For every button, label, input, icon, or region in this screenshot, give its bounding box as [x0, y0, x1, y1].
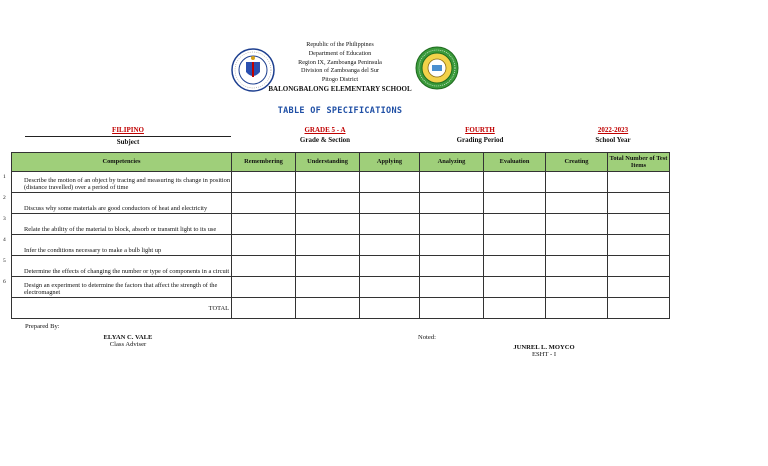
header-line-3: Region IX, Zamboanga Peninsula	[298, 58, 382, 66]
row-number: 1	[3, 174, 6, 180]
table-row	[12, 256, 670, 277]
preparer-name: ELYAN C. VALE	[103, 334, 153, 341]
document-title: TABLE OF SPECIFICATIONS	[277, 106, 403, 116]
table-cell[interactable]	[420, 235, 484, 256]
subject-value: FILIPINO	[112, 126, 144, 134]
row-number: 2	[3, 195, 6, 201]
table-cell[interactable]	[484, 256, 546, 277]
total-cell[interactable]	[484, 298, 546, 319]
header-line-1: Republic of the Philippines	[306, 41, 374, 48]
table-cell[interactable]	[296, 277, 360, 298]
table-row	[12, 235, 670, 256]
table-cell[interactable]	[484, 193, 546, 214]
competency-cell	[3, 172, 232, 193]
competency-cell	[3, 193, 232, 214]
col-header-creating: Creating	[546, 153, 608, 172]
table-cell[interactable]	[546, 235, 608, 256]
table-cell[interactable]	[296, 172, 360, 193]
col-header-understanding: Understanding	[296, 153, 360, 172]
row-number: 6	[3, 279, 6, 285]
table-cell[interactable]	[296, 256, 360, 277]
table-cell[interactable]	[232, 277, 296, 298]
table-cell[interactable]	[546, 214, 608, 235]
grade-block	[290, 126, 360, 144]
table-row	[12, 277, 670, 298]
competency-text: Infer the conditions necessary to make a bulb light up	[24, 247, 162, 255]
total-cell[interactable]	[608, 298, 670, 319]
table-cell[interactable]	[608, 277, 670, 298]
table-cell[interactable]	[360, 235, 420, 256]
table-row	[12, 214, 670, 235]
competency-text: Discuss why some materials are good conductors of heat and electricity	[24, 205, 208, 213]
competency-text: Describe the motion of an object by tracing and measuring its change in position (distance travelled) over a period of time	[24, 176, 231, 192]
table-cell[interactable]	[420, 277, 484, 298]
table-cell[interactable]	[420, 193, 484, 214]
table-cell[interactable]	[360, 277, 420, 298]
competency-text: Design an experiment to determine the factors that affect the strength of the electromagnet	[24, 281, 218, 297]
period-value: FOURTH	[465, 126, 495, 134]
year-block	[582, 126, 644, 144]
table-cell[interactable]	[484, 235, 546, 256]
header-line-4: Division of Zamboanga del Sur	[300, 67, 380, 75]
year-value: 2022-2023	[597, 126, 629, 134]
total-cell[interactable]	[546, 298, 608, 319]
table-row	[12, 172, 670, 193]
table-cell[interactable]	[484, 172, 546, 193]
table-cell[interactable]	[232, 172, 296, 193]
table-header-row	[12, 153, 670, 172]
document-header	[250, 41, 430, 94]
table-cell[interactable]	[608, 193, 670, 214]
table-cell[interactable]	[232, 235, 296, 256]
grade-value: GRADE 5 - A	[304, 126, 346, 134]
year-label: School Year	[595, 136, 631, 144]
noter-name: JUNREL L. MOYCO	[513, 344, 575, 351]
total-cell[interactable]	[232, 298, 296, 319]
specifications-table	[3, 152, 670, 319]
grade-label: Grade & Section	[299, 136, 351, 144]
competency-cell	[3, 277, 232, 298]
table-cell[interactable]	[420, 214, 484, 235]
table-cell[interactable]	[360, 256, 420, 277]
col-header-analyzing: Analyzing	[420, 153, 484, 172]
total-cell[interactable]	[360, 298, 420, 319]
table-cell[interactable]	[296, 193, 360, 214]
col-header-total: Total Number of Test Items	[608, 153, 670, 172]
table-cell[interactable]	[608, 172, 670, 193]
period-block	[440, 126, 520, 144]
table-cell[interactable]	[608, 235, 670, 256]
col-header-evaluation: Evaluation	[484, 153, 546, 172]
subject-block	[25, 126, 231, 146]
col-header-competencies: Competencies	[12, 153, 232, 172]
table-cell[interactable]	[296, 214, 360, 235]
prepared-by-label: Prepared By:	[25, 323, 60, 330]
preparer-role: Class Adviser	[109, 341, 147, 348]
table-cell[interactable]	[420, 172, 484, 193]
table-cell[interactable]	[360, 214, 420, 235]
total-label: TOTAL	[12, 298, 232, 319]
noted-label: Noted:	[418, 334, 436, 341]
col-header-applying: Applying	[360, 153, 420, 172]
period-label: Grading Period	[456, 136, 504, 144]
table-cell[interactable]	[546, 193, 608, 214]
competency-cell	[3, 235, 232, 256]
table-cell[interactable]	[608, 214, 670, 235]
table-cell[interactable]	[360, 193, 420, 214]
total-row	[12, 298, 670, 319]
table-row	[12, 193, 670, 214]
col-header-remembering: Remembering	[232, 153, 296, 172]
header-line-2: Department of Education	[308, 49, 372, 57]
competency-cell	[3, 214, 232, 235]
table-cell[interactable]	[420, 256, 484, 277]
competency-text: Relate the ability of the material to block, absorb or transmit light to its use	[24, 226, 217, 234]
row-number: 5	[3, 258, 6, 264]
row-number: 3	[3, 216, 6, 222]
competency-text: Determine the effects of changing the number or type of components in a circuit	[24, 268, 230, 276]
table-cell[interactable]	[546, 277, 608, 298]
table-cell[interactable]	[546, 172, 608, 193]
table-cell[interactable]	[608, 256, 670, 277]
noter-block	[494, 344, 594, 358]
noter-role: ESHT - I	[531, 351, 557, 358]
school-name: BALONGBALONG ELEMENTARY SCHOOL	[268, 84, 412, 93]
table-cell[interactable]	[360, 172, 420, 193]
total-cell[interactable]	[296, 298, 360, 319]
total-cell[interactable]	[420, 298, 484, 319]
header-line-5: Pitogo District	[321, 76, 359, 84]
table-cell[interactable]	[232, 256, 296, 277]
table-cell[interactable]	[232, 214, 296, 235]
table-cell[interactable]	[484, 277, 546, 298]
table-cell[interactable]	[296, 235, 360, 256]
row-number: 4	[3, 237, 6, 243]
table-cell[interactable]	[546, 256, 608, 277]
competency-cell	[3, 256, 232, 277]
preparer-block	[80, 334, 176, 348]
table-cell[interactable]	[484, 214, 546, 235]
table-cell[interactable]	[232, 193, 296, 214]
subject-label: Subject	[25, 136, 231, 146]
